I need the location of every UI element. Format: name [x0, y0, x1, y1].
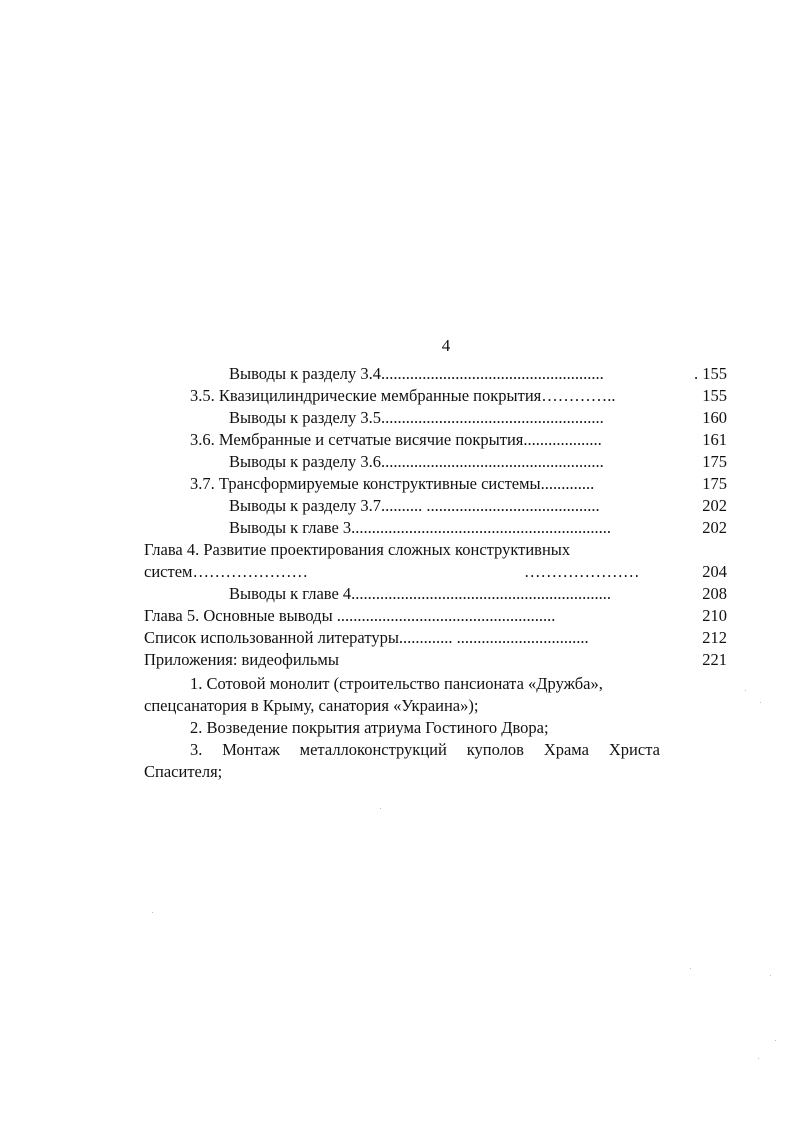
toc-entry-page: 202 — [702, 496, 727, 515]
toc-entry-title: 3.7. Трансформируемые конструктивные системы............. — [190, 474, 595, 493]
toc-entry-title: Глава 5. Основные выводы ..................................................... — [144, 606, 556, 625]
toc-entry-page: . 155 — [694, 364, 727, 383]
toc-entry — [190, 474, 727, 494]
scan-speck — [152, 912, 153, 913]
toc-entry — [229, 584, 727, 604]
page-number: 4 — [441, 336, 451, 355]
scan-speck — [690, 968, 691, 969]
toc-entry — [144, 540, 727, 560]
toc-entry-page: 202 — [702, 518, 727, 537]
toc-entry — [229, 518, 727, 538]
toc-entry-page: 212 — [702, 628, 727, 647]
toc-entry-page: 175 — [702, 474, 727, 493]
appendix-item-1-line-2: спецсанатория в Крыму, санатория «Украина»); — [144, 696, 479, 715]
toc-entry-title: Выводы к разделу 3.5...................................................... — [229, 408, 604, 427]
toc-entry — [229, 496, 727, 516]
toc-entry-page: 221 — [702, 650, 727, 669]
toc-entry-title: Список использованной литературы............. ................................ — [144, 628, 589, 647]
appendix-item-2: 2. Возведение покрытия атриума Гостиного Двора; — [190, 718, 549, 737]
toc-entry-title: Выводы к разделу 3.6...................................................... — [229, 452, 604, 471]
word: 3. — [190, 740, 203, 759]
word: куполов — [466, 740, 524, 759]
toc-entry-title: Выводы к главе 3............................................................... — [229, 518, 612, 537]
word: Монтаж — [222, 740, 280, 759]
appendix-item-3-line-1 — [190, 739, 660, 761]
toc-entry-title: Выводы к разделу 3.7.......... .......................................... — [229, 496, 600, 515]
toc-entry-page: 155 — [702, 386, 727, 405]
toc-entry-title: Глава 4. Развитие проектирования сложных конструктивных — [144, 540, 571, 559]
toc-entry-page: 210 — [702, 606, 727, 625]
appendix-item-1-line-1: 1. Сотовой монолит (строительство пансионата «Дружба», — [190, 674, 603, 693]
toc-entry-title: Выводы к главе 4............................................................... — [229, 584, 612, 603]
scan-speck — [380, 808, 381, 809]
scan-speck — [758, 1058, 759, 1059]
toc-entry — [144, 650, 727, 670]
toc-entry — [144, 562, 727, 582]
scan-speck — [775, 1040, 776, 1041]
toc-entry-title: 3.6. Мембранные и сетчатые висячие покрытия................... — [190, 430, 602, 449]
toc-entry-page: 175 — [702, 452, 727, 471]
toc-entry-title: Приложения: видеофильмы — [144, 650, 339, 669]
toc-entry-title: 3.5. Квазицилиндрические мембранные покрытия………….. — [190, 386, 616, 405]
toc-entry-leader: ………………… — [524, 562, 640, 581]
toc-entry — [190, 386, 727, 406]
scan-speck — [770, 975, 771, 976]
toc-entry — [229, 408, 727, 428]
scan-speck — [745, 690, 746, 691]
toc-entry — [229, 452, 727, 472]
word: Христа — [608, 740, 660, 759]
appendix-item-3-line-2: Спасителя; — [144, 762, 223, 781]
toc-entry-page: 160 — [702, 408, 727, 427]
word: металлоконструкций — [299, 740, 447, 759]
toc-entry-title: Выводы к разделу 3.4...................................................... — [229, 364, 604, 383]
word: Храма — [543, 740, 589, 759]
toc-entry-page: 161 — [702, 430, 727, 449]
toc-entry — [229, 364, 727, 384]
toc-entry-page: 204 — [702, 562, 727, 581]
toc-entry — [144, 628, 727, 648]
toc-entry-title: систем………………… — [144, 562, 308, 581]
toc-entry-page: 208 — [702, 584, 727, 603]
scan-speck — [760, 702, 761, 703]
toc-entry — [144, 606, 727, 626]
justified-line — [190, 739, 660, 761]
toc-entry — [190, 430, 727, 450]
